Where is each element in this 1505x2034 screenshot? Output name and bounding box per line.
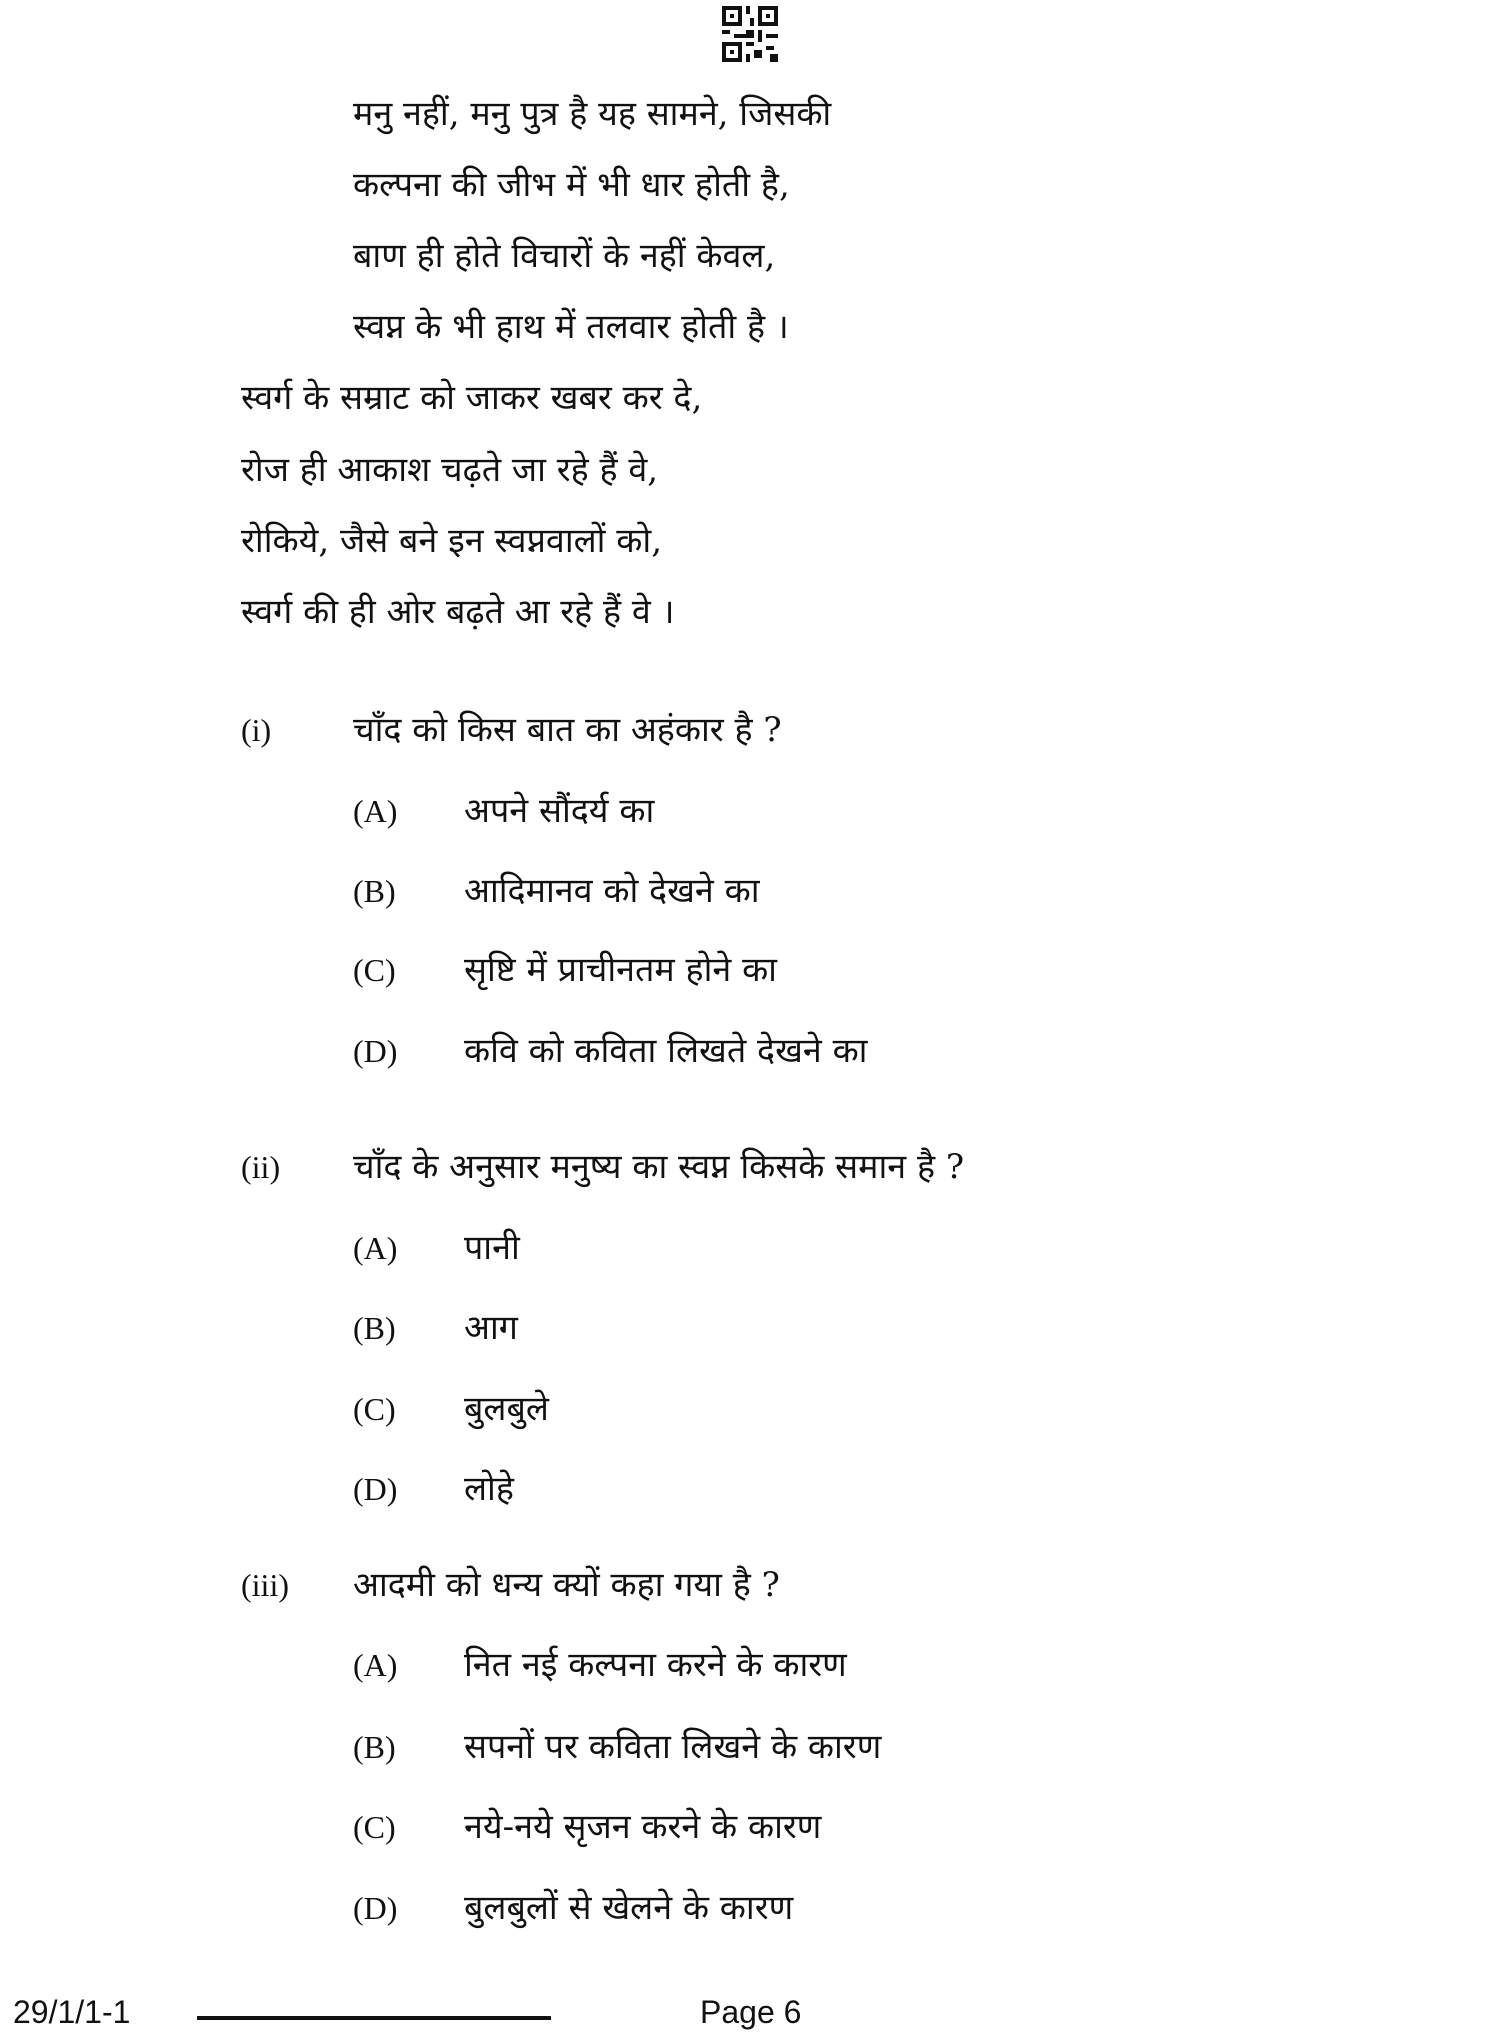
option-label: (C) bbox=[353, 1809, 396, 1845]
poem-line: स्वप्न के भी हाथ में तलवार होती है । bbox=[353, 307, 789, 347]
option-text: पानी bbox=[464, 1228, 520, 1268]
question-number: (i) bbox=[241, 712, 272, 748]
poem-line: स्वर्ग के सम्राट को जाकर खबर कर दे, bbox=[241, 378, 703, 418]
poem-line: बाण ही होते विचारों के नहीं केवल, bbox=[353, 236, 776, 276]
option-text: बुलबुले bbox=[464, 1389, 549, 1429]
option-label: (B) bbox=[353, 1729, 396, 1765]
option-text: नित नई कल्पना करने के कारण bbox=[464, 1645, 847, 1685]
question-text: आदमी को धन्य क्यों कहा गया है ? bbox=[353, 1565, 780, 1605]
question-number: (iii) bbox=[241, 1567, 289, 1603]
option-text: सृष्टि में प्राचीनतम होने का bbox=[464, 950, 777, 990]
option-text: आदिमानव को देखने का bbox=[464, 871, 760, 911]
poem-line: मनु नहीं, मनु पुत्र है यह सामने, जिसकी bbox=[353, 94, 832, 134]
option-text: बुलबुलों से खेलने के कारण bbox=[464, 1888, 794, 1928]
poem-line: कल्पना की जीभ में भी धार होती है, bbox=[353, 165, 790, 205]
page-number: Page 6 bbox=[700, 1994, 802, 2030]
question-text: चाँद को किस बात का अहंकार है ? bbox=[353, 710, 782, 750]
option-label: (D) bbox=[353, 1471, 398, 1507]
footer-divider bbox=[197, 2016, 551, 2020]
option-label: (C) bbox=[353, 952, 396, 988]
option-text: अपने सौंदर्य का bbox=[464, 791, 655, 831]
poem-line: रोकिये, जैसे बने इन स्वप्नवालों को, bbox=[241, 521, 663, 561]
qr-code-icon bbox=[722, 6, 778, 62]
question-number: (ii) bbox=[241, 1149, 281, 1185]
option-text: नये-नये सृजन करने के कारण bbox=[464, 1807, 822, 1847]
option-label: (A) bbox=[353, 1647, 398, 1683]
question-text: चाँद के अनुसार मनुष्य का स्वप्न किसके समान है ? bbox=[353, 1147, 965, 1187]
option-label: (B) bbox=[353, 1310, 396, 1346]
option-label: (B) bbox=[353, 873, 396, 909]
poem-line: रोज ही आकाश चढ़ते जा रहे हैं वे, bbox=[241, 450, 659, 490]
poem-line: स्वर्ग की ही ओर बढ़ते आ रहे हैं वे । bbox=[241, 592, 675, 632]
option-text: सपनों पर कविता लिखने के कारण bbox=[464, 1727, 882, 1767]
option-label: (D) bbox=[353, 1033, 398, 1069]
option-text: आग bbox=[464, 1308, 518, 1348]
option-label: (C) bbox=[353, 1391, 396, 1427]
option-label: (D) bbox=[353, 1890, 398, 1926]
option-text: लोहे bbox=[464, 1469, 514, 1509]
option-label: (A) bbox=[353, 1230, 398, 1266]
option-label: (A) bbox=[353, 793, 398, 829]
option-text: कवि को कविता लिखते देखने का bbox=[464, 1031, 868, 1071]
paper-code: 29/1/1-1 bbox=[13, 1994, 131, 2030]
